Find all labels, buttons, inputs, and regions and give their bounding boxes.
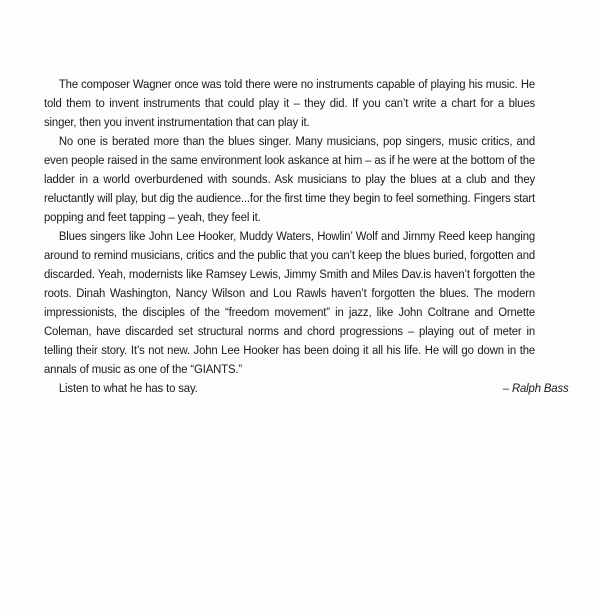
author-signature: – Ralph Bass [502, 381, 569, 395]
closing-line: Listen to what he has to say. [58, 381, 198, 395]
paragraph-blues-singers-list: Blues singers like John Lee Hooker, Muddy Waters, Howlin’ Wolf and Jimmy Reed keep hanging around to remind musicians, critics and the public that you can’t keep the blues buried, forgotten and discarded. Yeah, modernists like Ramsey Lewis, Jimmy Smith and Miles Dav.is haven’t forgotten the roots. Dinah Washington, Nancy Wilson and Lou Rawls haven’t forgotten the blues. The modern impressionists, the disciples of the “freedom movement” in jazz, like John Coltrane and Ornette Coleman, have discarded set structural norms and chord progressions – playing out of meter in telling their story. It’s not new. John Lee Hooker has been doing it all his life. He will go down in the annals of music as one of the “GIANTS.” [44, 229, 536, 376]
paragraph-wagner: The composer Wagner once was told there were no instruments capable of playing his music. He told them to invent instruments that could play it – they did. If you can’t write a chart for a blues singer, then you invent instrumentation that can play it. [44, 77, 536, 129]
closing-row [44, 379, 569, 398]
paragraph-blues-singer: No one is berated more than the blues singer. Many musicians, pop singers, music critics, and even people raised in the same environment look askance at him – as if he were at the bottom of the ladder in a world overburdened with sounds. Ask musicians to play the blues at a club and they reluctantly will play, but dig the audience...for the first time they begin to feel something. Fingers start popping and feet tapping – yeah, they feel it. [44, 134, 536, 224]
liner-notes-text [44, 75, 569, 398]
